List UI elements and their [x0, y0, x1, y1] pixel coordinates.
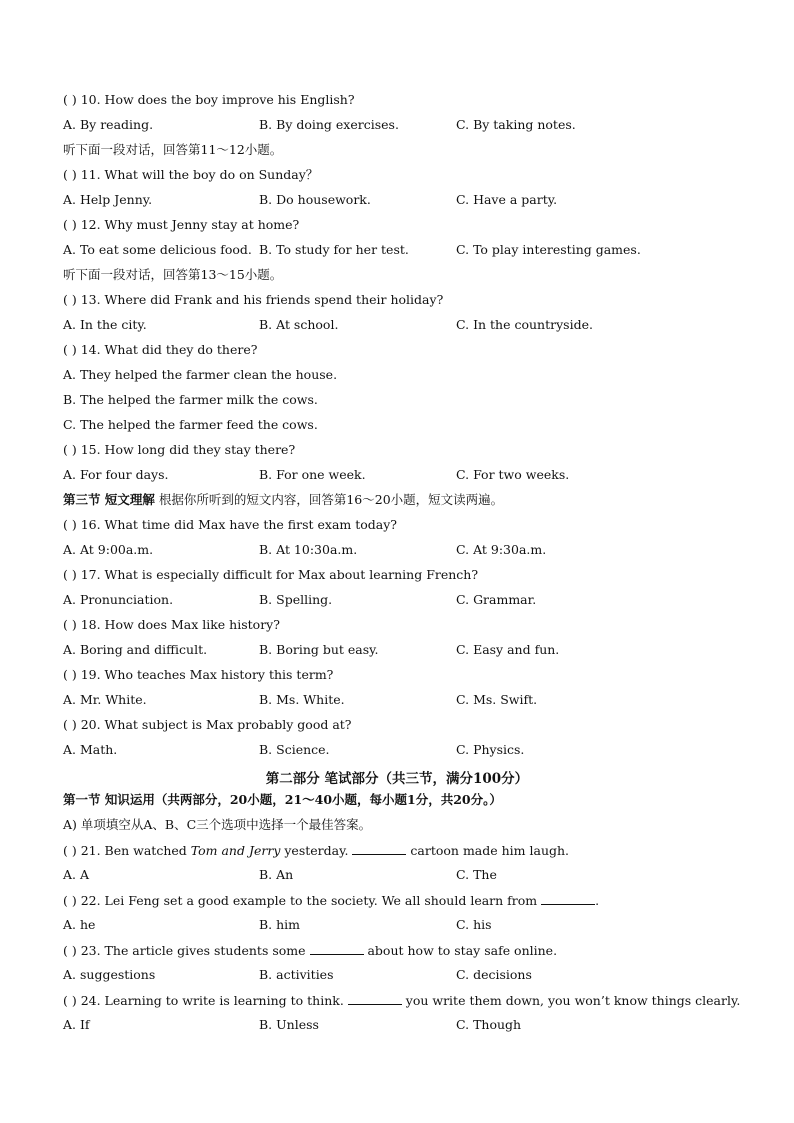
options-row: [63, 192, 763, 208]
option-c: C. Ms. Swift.: [456, 692, 538, 707]
part-title: 第二部分 笔试部分（共三节，满分100分）: [265, 771, 529, 787]
question-text: ( ) 22. Lei Feng set a good example to the society. We all should learn from: [63, 893, 542, 908]
question-text: about how to stay safe online.: [363, 943, 558, 958]
question-text: yesterday.: [280, 843, 353, 858]
option-c: C. Grammar.: [456, 592, 537, 607]
section-instructions: 根据你所听到的短文内容，回答第16～20小题，短文读两遍。: [154, 492, 504, 507]
option-c: C. By taking notes.: [456, 117, 576, 132]
options-row: [63, 1017, 763, 1033]
option-a: A. Math.: [63, 742, 118, 757]
options-row: [63, 592, 763, 608]
answer-blank: [310, 942, 364, 955]
question: ( ) 18. How does Max like history?: [63, 617, 280, 632]
section-heading: [63, 492, 503, 508]
options-row: [63, 967, 763, 983]
options-row: [63, 242, 763, 258]
question: ( ) 13. Where did Frank and his friends spend their holiday?: [63, 292, 444, 307]
option-a: A. In the city.: [63, 317, 147, 332]
options-row: [63, 867, 763, 883]
answer-blank: [352, 842, 406, 855]
option-b: B. Spelling.: [259, 592, 333, 607]
question-text: you write them down, you won’t know things clearly.: [401, 993, 741, 1008]
options-row: [63, 742, 763, 758]
option-a: A. By reading.: [63, 117, 154, 132]
option-c: C. Though: [456, 1017, 522, 1032]
option-b: B. Boring but easy.: [259, 642, 379, 657]
section-heading: 第一节 知识运用（共两部分，20小题，21～40小题，每小题1分，共20分。）: [63, 792, 502, 807]
option-a: A. For four days.: [63, 467, 169, 482]
options-row: [63, 542, 763, 558]
option-b: B. Science.: [259, 742, 330, 757]
answer-blank: [348, 992, 402, 1005]
question: ( ) 17. What is especially difficult for Max about learning French?: [63, 567, 479, 582]
option-a: A. he: [63, 917, 96, 932]
question: [63, 892, 599, 909]
option-c: C. decisions: [456, 967, 532, 982]
option-b: B. For one week.: [259, 467, 366, 482]
option-c: C. Have a party.: [456, 192, 558, 207]
option-a: A. Help Jenny.: [63, 192, 153, 207]
question: ( ) 20. What subject is Max probably good at?: [63, 717, 352, 732]
option-a: A. Mr. White.: [63, 692, 147, 707]
option-c: C. Easy and fun.: [456, 642, 560, 657]
instruction: A) 单项填空从A、B、C三个选项中选择一个最佳答案。: [63, 817, 372, 832]
question-text: ( ) 23. The article gives students some: [63, 943, 310, 958]
option-b: B. To study for her test.: [259, 242, 409, 257]
options-row: [63, 692, 763, 708]
option-b: B. Do housework.: [259, 192, 371, 207]
option-b: B. By doing exercises.: [259, 117, 399, 132]
question: ( ) 14. What did they do there?: [63, 342, 258, 357]
options-row: [63, 467, 763, 483]
option-b: B. Unless: [259, 1017, 319, 1032]
option-c: C. Physics.: [456, 742, 525, 757]
question-text: ( ) 24. Learning to write is learning to think.: [63, 993, 348, 1008]
instruction: 听下面一段对话，回答第13～15小题。: [63, 267, 283, 282]
option-c: C. In the countryside.: [456, 317, 593, 332]
option-c: C. To play interesting games.: [456, 242, 641, 257]
question: ( ) 11. What will the boy do on Sunday？: [63, 167, 319, 182]
option-a: A. suggestions: [63, 967, 156, 982]
question: [63, 842, 569, 859]
options-row: [63, 917, 763, 933]
options-row: [63, 642, 763, 658]
option-b: B. activities: [259, 967, 334, 982]
option-a: A. To eat some delicious food.: [63, 242, 252, 257]
option-a: A. A: [63, 867, 90, 882]
option-c: C. For two weeks.: [456, 467, 570, 482]
options-row: [63, 317, 763, 333]
options-row: [63, 117, 763, 133]
option-c: C. his: [456, 917, 492, 932]
option-a: A. Pronunciation.: [63, 592, 174, 607]
option-b: B. At 10:30a.m.: [259, 542, 358, 557]
option-line: A. They helped the farmer clean the house.: [63, 367, 338, 382]
option-c: C. The: [456, 867, 497, 882]
option-b: B. him: [259, 917, 301, 932]
question-text: ( ) 21. Ben watched: [63, 843, 191, 858]
question: ( ) 16. What time did Max have the first exam today?: [63, 517, 397, 532]
question-text: cartoon made him laugh.: [406, 843, 570, 858]
option-a: A. Boring and difficult.: [63, 642, 208, 657]
section-label: 第三节 短文理解: [63, 492, 155, 507]
instruction: 听下面一段对话，回答第11～12小题。: [63, 142, 283, 157]
question-text: .: [595, 893, 600, 908]
question: ( ) 15. How long did they stay there?: [63, 442, 296, 457]
italic-title: Tom and Jerry: [190, 843, 281, 858]
option-b: B. At school.: [259, 317, 339, 332]
answer-blank: [541, 892, 595, 905]
option-line: C. The helped the farmer feed the cows.: [63, 417, 318, 432]
option-c: C. At 9:30a.m.: [456, 542, 547, 557]
question: [63, 992, 740, 1009]
option-b: B. Ms. White.: [259, 692, 345, 707]
question: [63, 942, 557, 959]
option-a: A. If: [63, 1017, 90, 1032]
question: ( ) 19. Who teaches Max history this term?: [63, 667, 334, 682]
option-b: B. An: [259, 867, 294, 882]
question: ( ) 12. Why must Jenny stay at home?: [63, 217, 300, 232]
question: ( ) 10. How does the boy improve his English?: [63, 92, 355, 107]
option-line: B. The helped the farmer milk the cows.: [63, 392, 318, 407]
option-a: A. At 9:00a.m.: [63, 542, 154, 557]
